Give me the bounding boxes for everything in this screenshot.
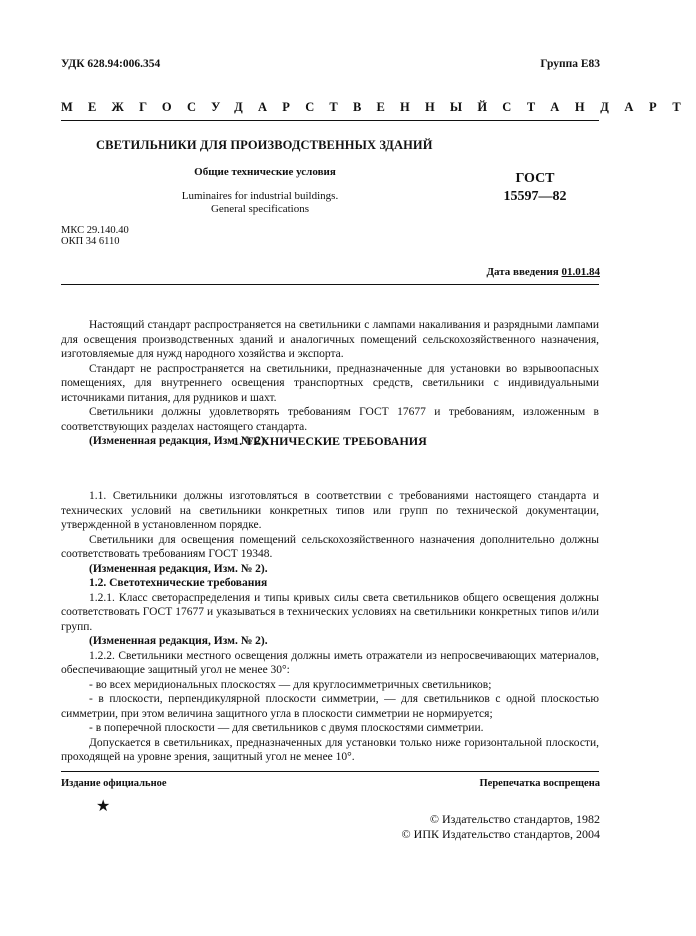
english-title-line2: General specifications xyxy=(210,203,310,215)
intro-paragraph: Стандарт не распространяется на светильники, предназначенные для установки во взрывоопасных помещениях, для внутреннего освещения транспортных средств, светильники с индивидуальными источниками питания, для рудников и шахт. xyxy=(61,362,599,404)
effective-date-value: 01.01.84 xyxy=(561,266,600,278)
standard-banner xyxy=(61,100,696,115)
gost-number: 15597—82 xyxy=(503,189,567,204)
intro-text xyxy=(61,318,599,449)
header-divider xyxy=(61,120,599,121)
mks-code: МКС 29.140.40 xyxy=(61,225,129,236)
copyright-line: © ИПК Издательство стандартов, 2004 xyxy=(401,827,600,841)
okp-code: ОКП 34 6110 xyxy=(61,236,120,247)
copyright-block xyxy=(402,812,600,842)
banner-word-interstate: МЕЖГОСУДАРСТВЕННЫЙ xyxy=(61,100,503,114)
section-1-text xyxy=(61,489,599,765)
english-title xyxy=(170,190,350,216)
document-title: СВЕТИЛЬНИКИ ДЛЯ ПРОИЗВОДСТВЕННЫХ ЗДАНИЙ xyxy=(96,138,433,152)
clause-1-2-heading: 1.2. Светотехнические требования xyxy=(89,577,268,589)
effective-date-label: Дата введения xyxy=(486,266,562,278)
section-heading: 1. ТЕХНИЧЕСКИЕ ТРЕБОВАНИЯ xyxy=(233,434,427,448)
list-item: - в плоскости, перпендикулярной плоскости симметрии, — для светильников с одной плоскостью симметрии, при этом величина защитного угла в плоскости симметрии не нормируется; xyxy=(61,693,599,720)
footer-divider xyxy=(61,771,599,772)
intro-paragraph: Светильники должны удовлетворять требованиям ГОСТ 17677 и требованиям, изложенным в соответствующих разделах настоящего стандарта. xyxy=(61,406,599,433)
clause-1-1: 1.1. Светильники должны изготовляться в соответствии с требованиями настоящего стандарта и технических условий на светильники конкретных типов или групп по технической документации, утвержденной в установленном порядке. xyxy=(61,490,599,531)
list-item: - во всех меридиональных плоскостях — для круглосимметричных светильников; xyxy=(89,678,492,691)
banner-word-standard: СТАНДАРТ xyxy=(502,100,696,114)
official-edition: Издание официальное xyxy=(61,778,167,789)
clause-paragraph: Допускается в светильниках, предназначенных для установки только ниже горизонтальной плоскости, проходящей на уровне зрения, защитный угол не менее 10°. xyxy=(61,736,599,763)
intro-paragraph: Настоящий стандарт распространяется на светильники с лампами накаливания и разрядными лампами для освещения производственных зданий и аналогичных помещений сельскохозяйственного назначения, изготовляемые для нужд народного хозяйства и экспорта. xyxy=(61,319,599,360)
copyright-line: © Издательство стандартов, 1982 xyxy=(429,812,600,826)
english-title-line1: Luminaires for industrial buildings. xyxy=(181,190,339,202)
clause-1-2-2: 1.2.2. Светильники местного освещения должны иметь отражатели из непросвечивающих материалов, обеспечивающие защитный угол не менее 30°: xyxy=(61,649,599,676)
group-code: Группа Е83 xyxy=(540,58,600,70)
udk-code: УДК 628.94:006.354 xyxy=(61,58,161,70)
effective-date xyxy=(486,266,600,278)
amendment-note: (Измененная редакция, Изм. № 2). xyxy=(89,435,268,447)
clause-1-2-1: 1.2.1. Класс светораспределения и типы кривых силы света светильников общего освещения должны соответствовать ГОСТ 17677 и указываться в технических условиях на светильники конкретных типов и/или групп. xyxy=(61,591,599,633)
clause-paragraph: Светильники для освещения помещений сельскохозяйственного назначения дополнительно должны соответствовать требованиям ГОСТ 19348. xyxy=(61,533,599,560)
document-subtitle: Общие технические условия xyxy=(194,166,336,178)
gost-label: ГОСТ xyxy=(515,171,555,186)
star-icon: ★ xyxy=(96,798,111,815)
amendment-note: (Измененная редакция, Изм. № 2). xyxy=(89,635,268,647)
classification-codes xyxy=(61,225,129,247)
reprint-notice: Перепечатка воспрещена xyxy=(479,778,600,789)
gost-designation xyxy=(490,170,580,206)
date-divider xyxy=(61,284,599,285)
amendment-note: (Измененная редакция, Изм. № 2). xyxy=(89,562,268,575)
list-item: - в поперечной плоскости — для светильников с двумя плоскостями симметрии. xyxy=(89,722,484,734)
